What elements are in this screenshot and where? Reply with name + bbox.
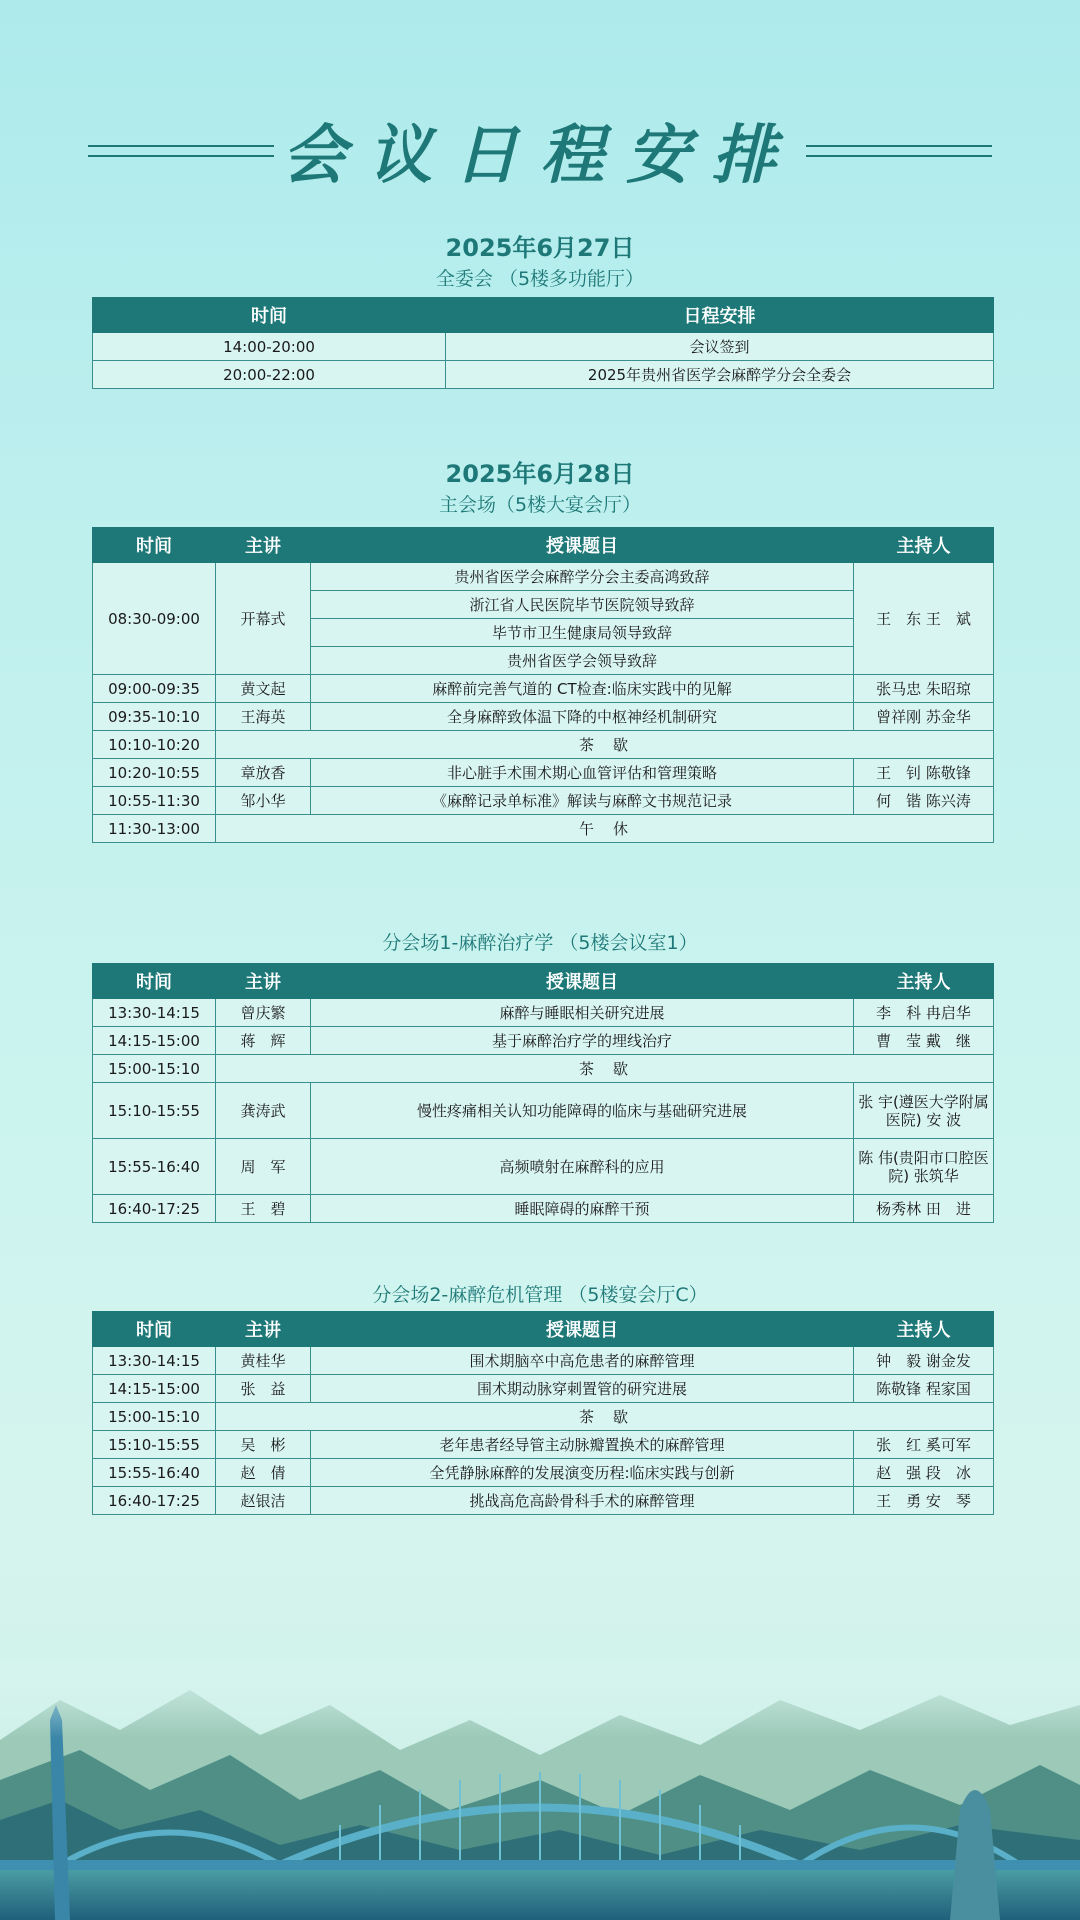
main-session-table — [92, 527, 994, 843]
time-cell: 14:15-15:00 — [93, 1375, 216, 1403]
break-label: 茶 歇 — [216, 1403, 994, 1431]
table-row — [93, 1431, 994, 1459]
time-cell: 16:40-17:25 — [93, 1195, 216, 1223]
speaker-cell: 王 碧 — [216, 1195, 311, 1223]
day2-venue: 主会场（5楼大宴会厅） — [438, 494, 642, 516]
time-cell: 15:00-15:10 — [93, 1055, 216, 1083]
table-row — [93, 1195, 994, 1223]
time-cell: 15:10-15:55 — [93, 1431, 216, 1459]
speaker-cell: 开幕式 — [216, 563, 311, 675]
col-header-topic: 授课题目 — [311, 964, 854, 999]
branch2-venue: 分会场2-麻醉危机管理 （5楼宴会厅C） — [372, 1284, 708, 1306]
table-row — [93, 1459, 994, 1487]
topic-cell: 毕节市卫生健康局领导致辞 — [311, 619, 854, 647]
page-title: 会议日程安排 — [282, 118, 798, 193]
col-header-time: 时间 — [93, 1312, 216, 1347]
table-row — [93, 1487, 994, 1515]
host-cell: 张马忠 朱昭琼 — [854, 675, 994, 703]
day1-venue: 全委会 （5楼多功能厅） — [435, 268, 645, 290]
break-label: 茶 歇 — [216, 731, 994, 759]
speaker-cell: 张 益 — [216, 1375, 311, 1403]
time-cell: 08:30-09:00 — [93, 563, 216, 675]
time-cell: 15:55-16:40 — [93, 1459, 216, 1487]
topic-cell: 围术期脑卒中高危患者的麻醉管理 — [311, 1347, 854, 1375]
time-cell: 15:10-15:55 — [93, 1083, 216, 1139]
speaker-cell: 龚涛武 — [216, 1083, 311, 1139]
break-row — [93, 1055, 994, 1083]
break-row — [93, 815, 994, 843]
opening-row — [93, 563, 994, 591]
host-cell: 陈敬锋 程家国 — [854, 1375, 994, 1403]
time-cell: 15:55-16:40 — [93, 1139, 216, 1195]
time-cell: 09:00-09:35 — [93, 675, 216, 703]
table-row — [93, 999, 994, 1027]
table-header-row — [93, 298, 994, 333]
break-row — [93, 1403, 994, 1431]
time-cell: 11:30-13:00 — [93, 815, 216, 843]
host-cell: 张 红 奚可军 — [854, 1431, 994, 1459]
col-header-host: 主持人 — [854, 964, 994, 999]
time-cell: 13:30-14:15 — [93, 1347, 216, 1375]
table-header-row — [93, 528, 994, 563]
agenda-cell: 2025年贵州省医学会麻醉学分会全委会 — [446, 361, 994, 389]
title-decor-line-left — [88, 145, 274, 157]
topic-cell: 老年患者经导管主动脉瓣置换术的麻醉管理 — [311, 1431, 854, 1459]
break-label: 午 休 — [216, 815, 994, 843]
host-cell: 李 科 冉启华 — [854, 999, 994, 1027]
topic-cell: 挑战高危高龄骨科手术的麻醉管理 — [311, 1487, 854, 1515]
table-header-row — [93, 1312, 994, 1347]
topic-cell: 非心脏手术围术期心血管评估和管理策略 — [311, 759, 854, 787]
branch1-table — [92, 963, 994, 1223]
agenda-cell: 会议签到 — [446, 333, 994, 361]
topic-cell: 浙江省人民医院毕节医院领导致辞 — [311, 591, 854, 619]
time-cell: 16:40-17:25 — [93, 1487, 216, 1515]
host-cell: 王 勇 安 琴 — [854, 1487, 994, 1515]
speaker-cell: 赵银洁 — [216, 1487, 311, 1515]
host-cell: 王 钊 陈敬锋 — [854, 759, 994, 787]
page-header — [0, 105, 1080, 195]
host-cell: 杨秀林 田 进 — [854, 1195, 994, 1223]
speaker-cell: 曾庆繁 — [216, 999, 311, 1027]
time-cell: 09:35-10:10 — [93, 703, 216, 731]
topic-cell: 贵州省医学会麻醉学分会主委高鸿致辞 — [311, 563, 854, 591]
topic-cell: 《麻醉记录单标准》解读与麻醉文书规范记录 — [311, 787, 854, 815]
col-header-topic: 授课题目 — [311, 1312, 854, 1347]
sky-fade — [0, 1660, 1080, 1920]
topic-cell: 基于麻醉治疗学的埋线治疗 — [311, 1027, 854, 1055]
speaker-cell: 黄桂华 — [216, 1347, 311, 1375]
time-cell: 10:20-10:55 — [93, 759, 216, 787]
topic-cell: 围术期动脉穿刺置管的研究进展 — [311, 1375, 854, 1403]
col-header-time: 时间 — [93, 298, 446, 333]
table-row — [93, 361, 994, 389]
col-header-host: 主持人 — [854, 1312, 994, 1347]
day1-schedule-table — [92, 297, 994, 389]
table-row — [93, 333, 994, 361]
speaker-cell: 邹小华 — [216, 787, 311, 815]
host-cell: 何 锴 陈兴涛 — [854, 787, 994, 815]
col-header-time: 时间 — [93, 964, 216, 999]
topic-cell: 麻醉前完善气道的 CT检查:临床实践中的见解 — [311, 675, 854, 703]
speaker-cell: 黄文起 — [216, 675, 311, 703]
table-row — [93, 1139, 994, 1195]
speaker-cell: 王海英 — [216, 703, 311, 731]
time-cell: 10:10-10:20 — [93, 731, 216, 759]
time-cell: 20:00-22:00 — [93, 361, 446, 389]
col-header-speaker: 主讲 — [216, 1312, 311, 1347]
break-row — [93, 731, 994, 759]
topic-cell: 贵州省医学会领导致辞 — [311, 647, 854, 675]
scenery-illustration — [0, 1660, 1080, 1920]
host-cell: 张 宇(遵医大学附属医院) 安 波 — [854, 1083, 994, 1139]
day2-date: 2025年6月28日 — [445, 460, 635, 488]
speaker-cell: 赵 倩 — [216, 1459, 311, 1487]
col-header-host: 主持人 — [854, 528, 994, 563]
table-row — [93, 1027, 994, 1055]
time-cell: 13:30-14:15 — [93, 999, 216, 1027]
break-label: 茶 歇 — [216, 1055, 994, 1083]
topic-cell: 麻醉与睡眠相关研究进展 — [311, 999, 854, 1027]
table-row — [93, 675, 994, 703]
host-cell: 陈 伟(贵阳市口腔医院) 张筑华 — [854, 1139, 994, 1195]
table-row — [93, 1083, 994, 1139]
col-header-speaker: 主讲 — [216, 528, 311, 563]
table-row — [93, 787, 994, 815]
col-header-time: 时间 — [93, 528, 216, 563]
host-cell: 王 东 王 斌 — [854, 563, 994, 675]
table-row — [93, 703, 994, 731]
col-header-agenda: 日程安排 — [446, 298, 994, 333]
table-row — [93, 1375, 994, 1403]
time-cell: 15:00-15:10 — [93, 1403, 216, 1431]
branch2-table — [92, 1311, 994, 1515]
speaker-cell: 蒋 辉 — [216, 1027, 311, 1055]
col-header-speaker: 主讲 — [216, 964, 311, 999]
topic-cell: 睡眠障碍的麻醉干预 — [311, 1195, 854, 1223]
topic-cell: 高频喷射在麻醉科的应用 — [311, 1139, 854, 1195]
host-cell: 赵 强 段 冰 — [854, 1459, 994, 1487]
branch1-venue: 分会场1-麻醉治疗学 （5楼会议室1） — [382, 932, 698, 954]
table-row — [93, 1347, 994, 1375]
host-cell: 曹 莹 戴 继 — [854, 1027, 994, 1055]
time-cell: 14:00-20:00 — [93, 333, 446, 361]
title-decor-line-right — [806, 145, 992, 157]
speaker-cell: 吴 彬 — [216, 1431, 311, 1459]
time-cell: 10:55-11:30 — [93, 787, 216, 815]
topic-cell: 全凭静脉麻醉的发展演变历程:临床实践与创新 — [311, 1459, 854, 1487]
table-header-row — [93, 964, 994, 999]
topic-cell: 慢性疼痛相关认知功能障碍的临床与基础研究进展 — [311, 1083, 854, 1139]
host-cell: 钟 毅 谢金发 — [854, 1347, 994, 1375]
topic-cell: 全身麻醉致体温下降的中枢神经机制研究 — [311, 703, 854, 731]
time-cell: 14:15-15:00 — [93, 1027, 216, 1055]
speaker-cell: 章放香 — [216, 759, 311, 787]
day1-date: 2025年6月27日 — [445, 234, 635, 262]
speaker-cell: 周 军 — [216, 1139, 311, 1195]
host-cell: 曾祥刚 苏金华 — [854, 703, 994, 731]
table-row — [93, 759, 994, 787]
col-header-topic: 授课题目 — [311, 528, 854, 563]
